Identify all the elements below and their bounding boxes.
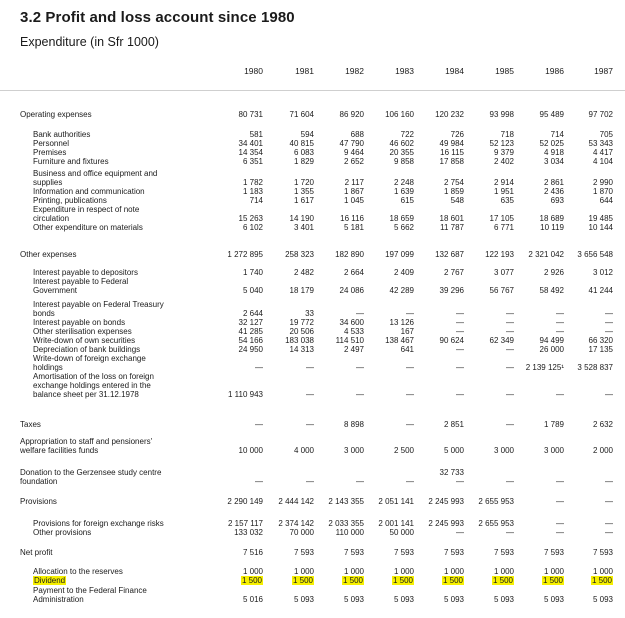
year-header-cell: 1982 (345, 66, 364, 76)
value-cell: 2 374 142 70 000 (278, 519, 314, 537)
value-cell: — (556, 497, 564, 506)
highlighted-value: 1 500 (342, 576, 363, 585)
value-cell: — (406, 477, 414, 486)
highlighted-value: 1 500 (591, 576, 612, 585)
value-cell: 2 117 1 867 1 045 16 116 5 181 (340, 178, 364, 232)
value-cell: 2 926 (543, 268, 564, 277)
value-cell: 7 593 (543, 548, 564, 557)
year-header-cell: 1983 (395, 66, 414, 76)
row-label: Other expenses (20, 250, 77, 259)
value-cell: 5 040 (242, 286, 263, 295)
value-cell: — (506, 477, 514, 486)
value-cell: 2 143 355 (328, 497, 364, 506)
value-cell: 2 754 1 859 548 18 601 11 787 (439, 178, 464, 232)
page-title: 3.2 Profit and loss account since 1980 (20, 9, 295, 26)
value-cell: — (306, 477, 314, 486)
value-cell: 2 664 (343, 268, 364, 277)
value-cell: 2 482 (293, 268, 314, 277)
value-cell: — — — 90 624 — — — (439, 309, 464, 399)
highlighted-value: 1 500 (492, 576, 513, 585)
value-cell: 5 093 (493, 595, 514, 604)
value-cell: 5 093 (393, 595, 414, 604)
row-label: Interest payable to depositors (33, 268, 138, 277)
value-cell: 120 232 (435, 110, 464, 119)
value-cell: — — (605, 519, 613, 537)
value-cell: 4 000 (293, 446, 314, 455)
value-cell: 2 914 1 951 635 17 105 6 771 (489, 178, 514, 232)
row-label: Donation to the Gerzensee study centre foundation (20, 468, 162, 486)
value-cell: 56 767 (489, 286, 514, 295)
value-cell: — (255, 420, 263, 429)
value-cell: 58 492 (539, 286, 564, 295)
value-cell: 32 733 — (439, 468, 464, 486)
value-cell: 122 193 (485, 250, 514, 259)
value-cell: 7 593 (493, 548, 514, 557)
value-cell: 5 000 (443, 446, 464, 455)
value-cell: — (306, 420, 314, 429)
value-cell: 5 093 (343, 595, 364, 604)
value-cell: 718 52 123 9 379 2 402 (489, 130, 514, 166)
value-cell: 2 157 117 133 032 (228, 519, 263, 537)
value-cell: 93 998 (489, 110, 514, 119)
row-label: Appropriation to staff and pensioners' welfare facilities funds (20, 437, 153, 455)
highlighted-label: Dividend (34, 576, 66, 585)
row-label: Bank authorities Personnel Premises Furniture and fixtures (33, 130, 109, 166)
value-cell: 24 086 (339, 286, 364, 295)
value-cell: 2 290 149 (227, 497, 263, 506)
year-header-cell: 1981 (295, 66, 314, 76)
value-cell: 2 655 953 (478, 497, 514, 506)
highlighted-value: 1 500 (292, 576, 313, 585)
value-cell: 2 033 355 110 000 (328, 519, 364, 537)
value-cell: — 13 126 167 138 467 641 — — (385, 309, 414, 399)
value-cell: 258 323 (285, 250, 314, 259)
value-cell: 5 093 (293, 595, 314, 604)
value-cell: 3 000 (543, 446, 564, 455)
value-cell: 42 289 (389, 286, 414, 295)
value-cell: 3 000 (493, 446, 514, 455)
value-cell: — — (556, 519, 564, 537)
value-cell: 2 001 141 50 000 (378, 519, 414, 537)
value-cell: 2 051 141 (378, 497, 414, 506)
value-cell: 1 272 895 (227, 250, 263, 259)
highlighted-value: 1 500 (392, 576, 413, 585)
value-cell: 5 093 (543, 595, 564, 604)
value-cell: 1 740 (242, 268, 263, 277)
value-cell: 7 593 (393, 548, 414, 557)
year-header-cell: 1984 (445, 66, 464, 76)
value-cell: 2 248 1 639 615 18 659 5 662 (389, 178, 414, 232)
value-cell: — (356, 477, 364, 486)
value-cell: 5 016 (242, 595, 263, 604)
value-cell: 2 632 (592, 420, 613, 429)
row-label: Provisions (20, 497, 57, 506)
value-cell: 7 593 (443, 548, 464, 557)
value-cell: 2 500 (393, 446, 414, 455)
value-cell: 7 593 (343, 548, 364, 557)
value-cell: 1 000 (242, 567, 263, 576)
value-cell: 39 296 (439, 286, 464, 295)
value-cell: 1 000 (543, 567, 564, 576)
header-divider (0, 90, 625, 91)
value-cell: 2 409 (393, 268, 414, 277)
value-cell: 2 861 2 436 693 18 689 10 119 (539, 178, 564, 232)
value-cell: 1 000 (293, 567, 314, 576)
row-label (33, 576, 66, 585)
row-label: Allocation to the reserves (33, 567, 123, 576)
value-cell: 581 34 401 14 354 6 351 (238, 130, 263, 166)
value-cell: 8 898 (343, 420, 364, 429)
row-label: Interest payable to Federal Government (33, 277, 129, 295)
value-cell: 2 644 32 127 41 285 54 166 24 950 — 1 110 943 (228, 309, 263, 399)
year-header-cell: 1987 (594, 66, 613, 76)
value-cell: — — — 62 349 — — — (489, 309, 514, 399)
value-cell: 182 890 (335, 250, 364, 259)
value-cell: — (605, 497, 613, 506)
value-cell: 2 655 953 — (478, 519, 514, 537)
value-cell: 1 789 (543, 420, 564, 429)
value-cell: 1 000 (393, 567, 414, 576)
value-cell: 5 093 (443, 595, 464, 604)
page-subtitle: Expenditure (in Sfr 1000) (20, 35, 159, 49)
value-cell: 2 767 (443, 268, 464, 277)
value-cell: 1 000 (493, 567, 514, 576)
value-cell: 41 244 (588, 286, 613, 295)
value-cell: 3 656 548 (577, 250, 613, 259)
year-header-cell: 1986 (545, 66, 564, 76)
value-cell: 2 000 (592, 446, 613, 455)
value-cell: — (506, 420, 514, 429)
value-cell: 132 687 (435, 250, 464, 259)
value-cell: 1 782 1 183 714 15 263 6 102 (238, 178, 263, 232)
value-cell: 1 720 1 355 1 617 14 190 3 401 (289, 178, 314, 232)
value-cell: 33 19 772 20 506 183 038 14 313 — — (285, 309, 314, 399)
value-cell: 7 516 (242, 548, 263, 557)
value-cell: 5 093 (592, 595, 613, 604)
value-cell: 71 604 (289, 110, 314, 119)
value-cell: 2 851 (443, 420, 464, 429)
row-label: Interest payable on Federal Treasury bonds Interest payable on bonds Other sterilisation expenses Write-down of own securities Depreciation of bank buildings Write-down of foreign exchange holdings Amortisation of the loss on foreign exchange holdings entered in the balance sheet per 31.12.1978 (33, 300, 164, 399)
value-cell: — 34 600 4 533 114 510 2 497 — — (335, 309, 364, 399)
value-cell: — — — 66 320 17 135 3 528 837 — (577, 309, 613, 399)
value-cell: — (255, 477, 263, 486)
value-cell: 2 444 142 (278, 497, 314, 506)
value-cell: 714 52 025 4 918 3 034 (539, 130, 564, 166)
row-label: Payment to the Federal Finance Administration (33, 586, 147, 604)
value-cell: — (406, 420, 414, 429)
highlighted-value: 1 500 (442, 576, 463, 585)
value-cell: 2 245 993 — (428, 519, 464, 537)
year-header-cell: 1980 (244, 66, 263, 76)
value-cell: 722 46 602 20 355 9 858 (389, 130, 414, 166)
value-cell: 688 47 790 9 464 2 652 (339, 130, 364, 166)
value-cell: 1 000 (592, 567, 613, 576)
row-label: Taxes (20, 420, 41, 429)
row-label: Net profit (20, 548, 53, 557)
row-label: Business and office equipment and supplies Information and communication Printing, publications Expenditure in respect of note circulation Other expenditure on materials (33, 169, 158, 232)
highlighted-value: 1 500 (241, 576, 262, 585)
value-cell: 2 245 993 (428, 497, 464, 506)
value-cell: 10 000 (238, 446, 263, 455)
value-cell: 80 731 (238, 110, 263, 119)
value-cell: — — — 94 499 26 000 2 139 125¹ — (525, 309, 564, 399)
value-cell: 1 000 (343, 567, 364, 576)
value-cell: 2 990 1 870 644 19 485 10 144 (588, 178, 613, 232)
value-cell: — (556, 477, 564, 486)
year-header-cell: 1985 (495, 66, 514, 76)
value-cell: 97 702 (588, 110, 613, 119)
value-cell (543, 576, 613, 585)
value-cell: 95 489 (539, 110, 564, 119)
value-cell: 18 179 (289, 286, 314, 295)
row-label: Operating expenses (20, 110, 92, 119)
value-cell: 7 593 (293, 548, 314, 557)
value-cell: 2 321 042 (528, 250, 564, 259)
value-cell: 3 000 (343, 446, 364, 455)
value-cell: 86 920 (339, 110, 364, 119)
value-cell: 3 012 (592, 268, 613, 277)
value-cell: 705 53 343 4 417 4 104 (588, 130, 613, 166)
value-cell: — (605, 477, 613, 486)
value-cell: 3 077 (493, 268, 514, 277)
value-cell: 594 40 815 6 083 1 829 (289, 130, 314, 166)
value-cell: 7 593 (592, 548, 613, 557)
value-cell: 106 160 (385, 110, 414, 119)
value-cell: 197 099 (385, 250, 414, 259)
value-cell: 726 49 984 16 115 17 858 (439, 130, 464, 166)
row-label: Provisions for foreign exchange risks Other provisions (33, 519, 164, 537)
highlighted-value: 1 500 (542, 576, 563, 585)
value-cell: 1 000 (443, 567, 464, 576)
